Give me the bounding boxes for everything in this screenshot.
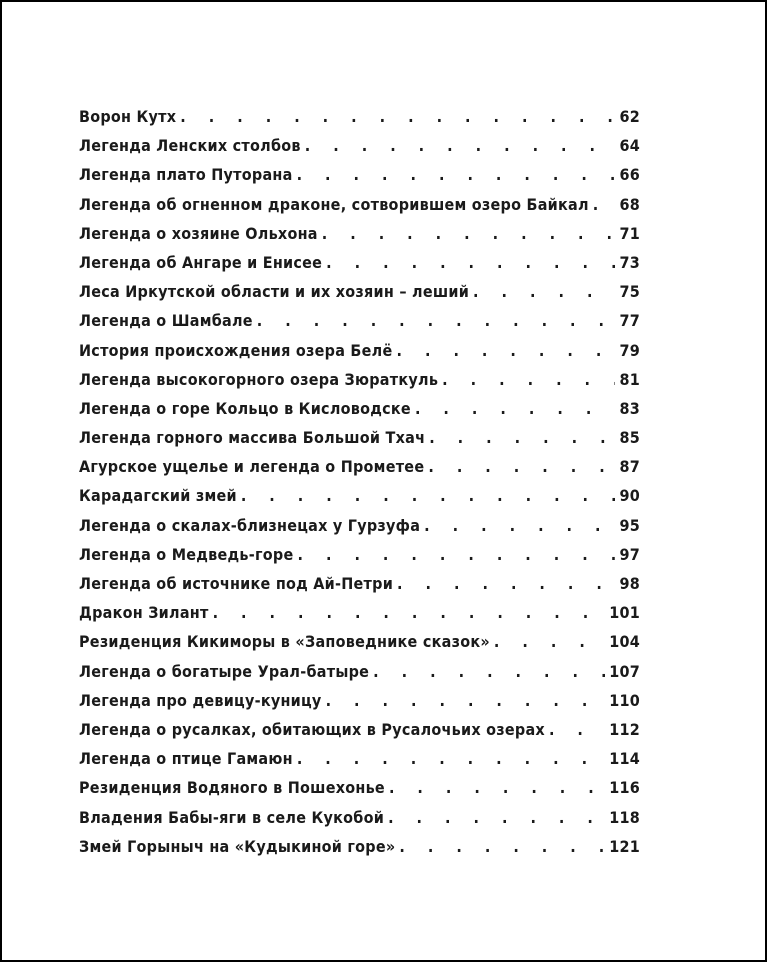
toc-entry-page: 64 [619, 136, 640, 156]
toc-entry-page: 85 [619, 428, 640, 448]
toc-entry-page: 62 [619, 107, 640, 126]
toc-entry-page: 79 [619, 340, 640, 360]
toc-entry-title: Легенда высокогорного озера Зюраткуль [79, 369, 439, 389]
toc-leader-dots [213, 598, 606, 627]
toc-leader-dots [415, 394, 616, 423]
toc-entry-title: Легенда о скалах-близнецах у Гурзуфа [79, 515, 421, 535]
toc-leader-dots [388, 803, 605, 832]
toc-entry-title: Легенда об источнике под Ай-Петри [79, 574, 394, 593]
toc-entry [79, 569, 640, 598]
toc-leader-dots [373, 657, 605, 686]
toc-entry-page: 116 [609, 778, 640, 798]
toc-entry [79, 190, 640, 219]
toc-entry-title: Легенда о хозяине Ольхона [79, 223, 318, 243]
toc-entry-page: 107 [609, 661, 640, 681]
toc-entry-page: 73 [619, 252, 640, 272]
toc-leader-dots [305, 131, 616, 160]
toc-entry-title: Легенда горного массива Большой Тхач [79, 428, 426, 448]
toc-entry-page: 110 [609, 690, 640, 710]
toc-entry-page: 87 [619, 457, 640, 477]
toc-leader-dots [473, 277, 615, 306]
toc-leader-dots [549, 715, 605, 744]
table-of-contents [79, 102, 640, 861]
toc-entry-title: Легенда об огненном драконе, сотворившем озеро Байкал [79, 194, 589, 214]
toc-entry-title: Владения Бабы-яги в селе Кукобой [79, 807, 385, 827]
toc-leader-dots [180, 102, 615, 131]
toc-entry [79, 803, 640, 832]
toc-leader-dots [389, 773, 605, 802]
toc-entry [79, 511, 640, 540]
toc-leader-dots [399, 832, 605, 861]
toc-entry [79, 365, 640, 394]
toc-leader-dots [257, 306, 616, 335]
toc-entry-page: 118 [609, 807, 640, 827]
toc-entry [79, 540, 640, 569]
toc-entry [79, 452, 640, 481]
toc-entry-title: Легенда о русалках, обитающих в Русалочьих озерах [79, 719, 545, 739]
toc-entry-page: 112 [609, 719, 640, 739]
toc-entry-title: Легенда о богатыре Урал-батыре [79, 661, 370, 681]
toc-leader-dots [326, 248, 615, 277]
toc-entry [79, 336, 640, 365]
toc-leader-dots [442, 365, 615, 394]
toc-entry-page: 114 [609, 749, 640, 769]
toc-leader-dots [322, 219, 616, 248]
toc-entry-page: 83 [619, 398, 640, 418]
toc-entry [79, 481, 640, 510]
toc-entry [79, 715, 640, 744]
toc-entry-title: История происхождения озера Белё [79, 340, 393, 360]
toc-entry [79, 627, 640, 656]
toc-entry-title: Змей Горыныч на «Кудыкиной горе» [79, 836, 396, 856]
toc-entry-title: Резиденция Кикиморы в «Заповеднике сказок» [79, 632, 490, 652]
toc-entry-title: Легенда плато Путорана [79, 165, 293, 185]
toc-entry-title: Легенда о Медведь-горе [79, 544, 294, 564]
toc-entry-page: 81 [619, 369, 640, 389]
toc-entry [79, 248, 640, 277]
toc-entry-title: Дракон Зилант [79, 603, 209, 623]
toc-leader-dots [297, 540, 615, 569]
toc-entry-page: 75 [619, 282, 640, 302]
toc-entry [79, 744, 640, 773]
toc-leader-dots [494, 627, 605, 656]
toc-entry [79, 657, 640, 686]
toc-entry-page: 71 [619, 223, 640, 243]
toc-leader-dots [429, 423, 615, 452]
toc-entry [79, 219, 640, 248]
toc-entry [79, 686, 640, 715]
toc-leader-dots [396, 336, 615, 365]
toc-entry-title: Агурское ущелье и легенда о Прометее [79, 457, 425, 477]
toc-leader-dots [297, 744, 605, 773]
toc-entry [79, 131, 640, 160]
toc-leader-dots [424, 511, 615, 540]
toc-entry [79, 598, 640, 627]
toc-entry-title: Легенда о птице Гамаюн [79, 749, 293, 769]
toc-entry-title: Легенда про девицу-куницу [79, 690, 322, 710]
toc-entry-page: 66 [619, 165, 640, 185]
toc-entry-page: 121 [609, 836, 640, 856]
toc-leader-dots [326, 686, 606, 715]
toc-entry-title: Легенда о горе Кольцо в Кисловодске [79, 398, 411, 418]
toc-leader-dots [397, 569, 615, 598]
toc-entry-title: Карадагский змей [79, 486, 237, 506]
toc-entry [79, 423, 640, 452]
toc-entry [79, 773, 640, 802]
toc-entry-title: Ворон Кутх [79, 107, 177, 126]
toc-entry [79, 277, 640, 306]
toc-entry-page: 101 [609, 603, 640, 623]
toc-leader-dots [593, 190, 616, 219]
toc-leader-dots [428, 452, 615, 481]
toc-entry-title: Резиденция Водяного в Пошехонье [79, 778, 385, 798]
toc-entry-page: 95 [619, 515, 640, 535]
toc-entry-page: 97 [619, 544, 640, 564]
toc-entry [79, 306, 640, 335]
toc-entry-page: 77 [619, 311, 640, 331]
toc-entry-page: 68 [619, 194, 640, 214]
toc-entry-page: 90 [619, 486, 640, 506]
toc-entry-title: Легенда Ленских столбов [79, 136, 301, 156]
toc-entry-title: Леса Иркутской области и их хозяин – леший [79, 282, 470, 302]
toc-leader-dots [241, 481, 616, 510]
toc-entry-page: 98 [619, 574, 640, 593]
toc-entry [79, 160, 640, 189]
toc-entry-page: 104 [609, 632, 640, 652]
toc-entry [79, 394, 640, 423]
toc-leader-dots [297, 160, 616, 189]
toc-entry-title: Легенда об Ангаре и Енисее [79, 252, 323, 272]
toc-entry-title: Легенда о Шамбале [79, 311, 253, 331]
toc-entry [79, 102, 640, 131]
toc-entry [79, 832, 640, 861]
